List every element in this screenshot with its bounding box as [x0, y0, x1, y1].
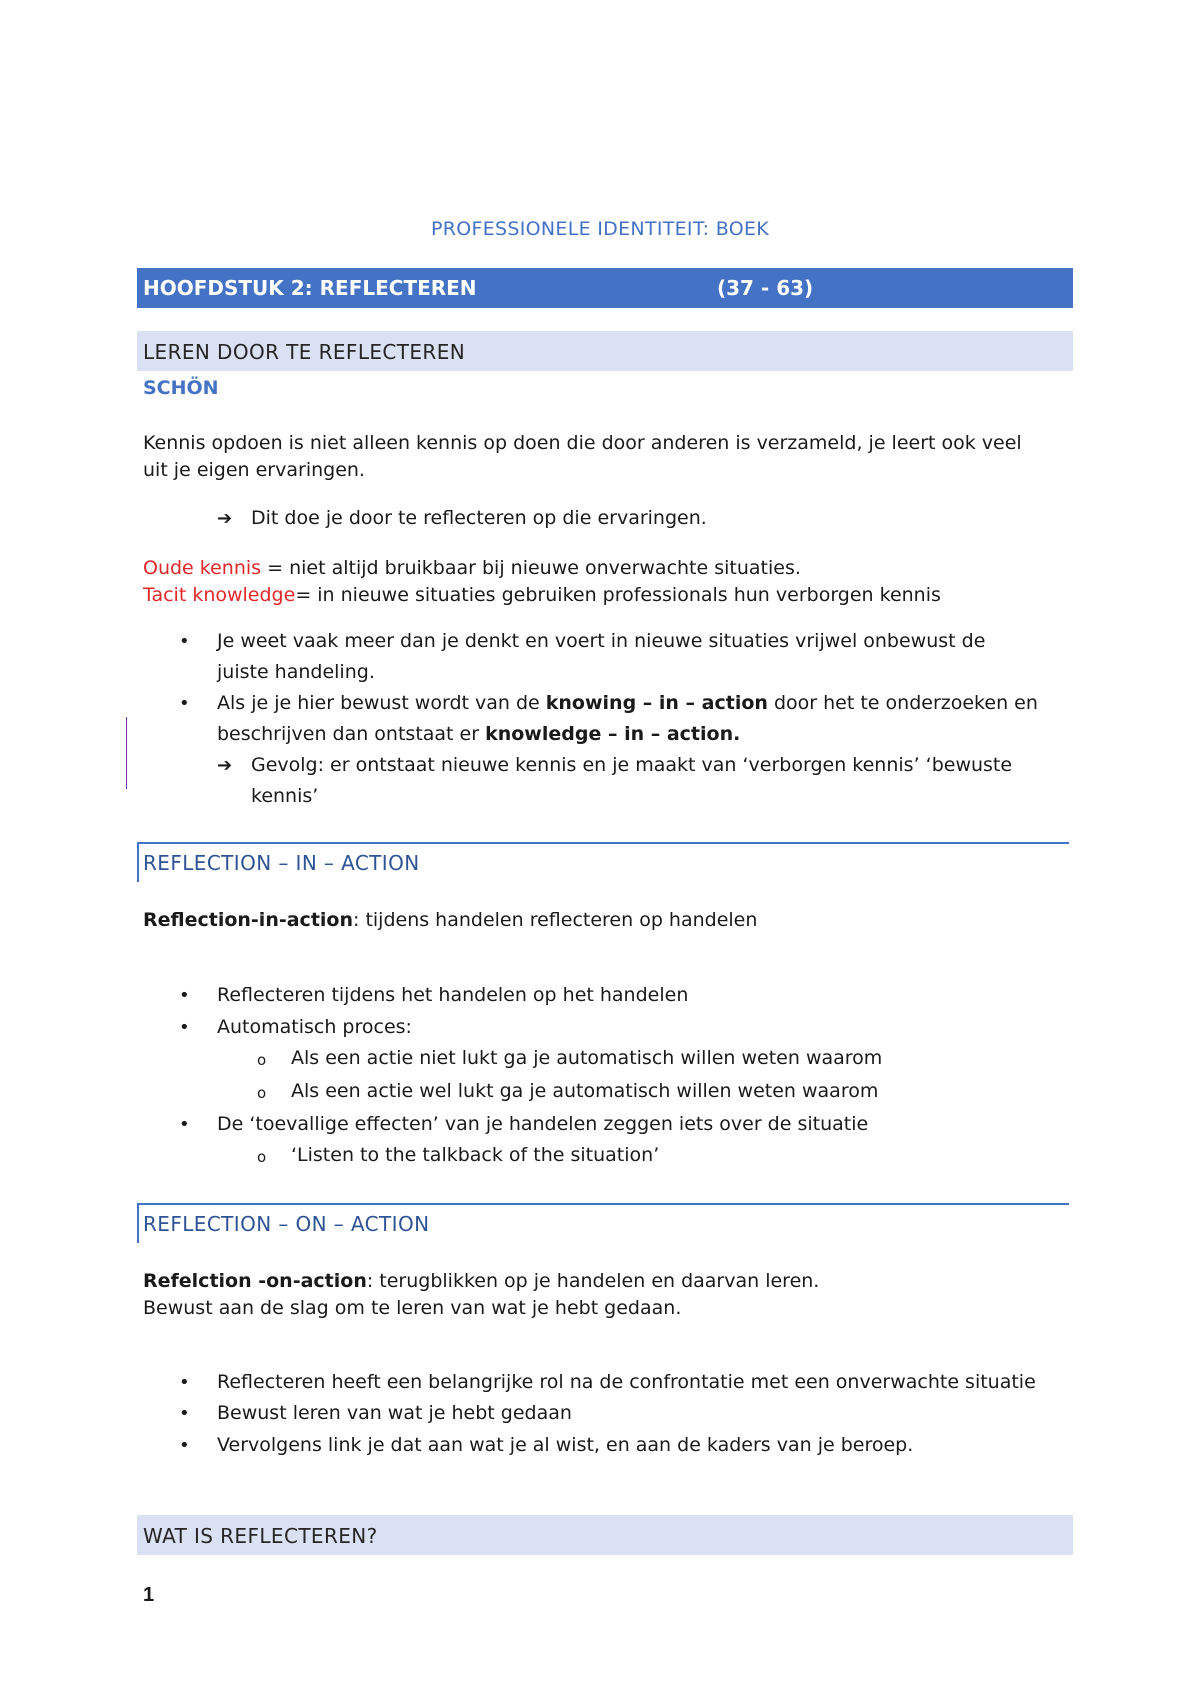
chapter-heading-bar — [137, 268, 1073, 308]
definition-text: = in nieuwe situaties gebruiken professionals hun verborgen kennis — [295, 584, 941, 606]
circle-bullet-icon: o — [257, 1051, 267, 1069]
section-heading-reflection-in-action — [137, 842, 1069, 882]
bold-term: knowing – in – action — [545, 692, 768, 714]
section-heading-text: WAT IS REFLECTEREN? — [143, 1524, 378, 1548]
bullet-icon: • — [179, 1435, 190, 1456]
consequence-line: Gevolg: er ontstaat nieuwe kennis en je maakt van ‘verborgen kennis’ ‘bewuste — [251, 754, 1013, 776]
margin-change-bar — [126, 717, 127, 789]
chapter-title: HOOFDSTUK 2: REFLECTEREN — [143, 276, 477, 300]
definition-text: = niet altijd bruikbaar bij nieuwe onverwachte situaties. — [261, 557, 801, 579]
definition-term: Refelction -on-action — [143, 1270, 367, 1292]
section-heading-wat-is-reflecteren — [137, 1515, 1073, 1555]
definition-reflection-in-action — [143, 907, 1068, 934]
sub-list-item-text: Als een actie wel lukt ga je automatisch willen weten waarom — [291, 1080, 879, 1102]
definition-line-1 — [143, 1268, 1068, 1295]
definition-term: Tacit knowledge — [143, 584, 296, 606]
list-item-line: Bewust leren van wat je hebt gedaan — [217, 1402, 572, 1424]
definitions — [143, 555, 1068, 609]
section-heading-text: LEREN DOOR TE REFLECTEREN — [143, 340, 466, 364]
sub-list-item — [257, 1043, 1061, 1074]
consequence-note — [217, 750, 1067, 812]
sub-list-item-text: ‘Listen to the talkback of the situation’ — [291, 1144, 660, 1166]
bold-term: knowledge – in – action. — [485, 723, 741, 745]
arrow-note — [217, 505, 1017, 532]
definition-text: : tijdens handelen reflecteren op handelen — [353, 909, 758, 931]
definition-term: Oude kennis — [143, 557, 262, 579]
list-item — [179, 688, 1067, 750]
list-item-line — [217, 719, 1067, 750]
bullet-icon: • — [179, 631, 190, 652]
list-item-line: De ‘toevallige effecten’ van je handelen zeggen iets over de situatie — [217, 1113, 869, 1135]
section-heading-leren — [137, 331, 1073, 371]
bullet-icon: • — [179, 1372, 190, 1393]
text-run: door het te onderzoeken en — [767, 692, 1038, 714]
list-item-line — [217, 688, 1067, 719]
list-item-line: Je weet vaak meer dan je denkt en voert in nieuwe situaties vrijwel onbewust de — [217, 630, 986, 652]
list-item-line: juiste handeling. — [217, 661, 375, 683]
list-item-line: Automatisch proces: — [217, 1016, 412, 1038]
subheading-schon: SCHÖN — [143, 377, 219, 399]
list-item — [179, 1430, 1067, 1461]
definition-line-2: Bewust aan de slag om te leren van wat je hebt gedaan. — [143, 1297, 682, 1319]
text-run: Als je je hier bewust wordt van de — [217, 692, 546, 714]
arrow-icon: ➔ — [217, 755, 233, 776]
arrow-note-text: Dit doe je door te reflecteren op die ervaringen. — [251, 507, 707, 529]
section-heading-reflection-on-action — [137, 1203, 1069, 1243]
list-item — [179, 1398, 1067, 1429]
bullet-icon: • — [179, 985, 190, 1006]
section-heading-text: REFLECTION – ON – ACTION — [143, 1212, 430, 1236]
list-item-line: Vervolgens link je dat aan wat je al wist, en aan de kaders van je beroep. — [217, 1434, 914, 1456]
intro-line-2: uit je eigen ervaringen. — [143, 459, 365, 481]
definition-oude-kennis — [143, 555, 1068, 582]
consequence-line: kennis’ — [251, 785, 319, 807]
definition-text: : terugblikken op je handelen en daarvan leren. — [366, 1270, 820, 1292]
circle-bullet-icon: o — [257, 1084, 267, 1102]
intro-line-1: Kennis opdoen is niet alleen kennis op doen die door anderen is verzameld, je leert ook veel — [143, 432, 1022, 454]
list-item — [179, 1012, 1067, 1043]
list-item — [179, 1367, 1067, 1398]
text-run: beschrijven dan ontstaat er — [217, 723, 486, 745]
chapter-page-range: (37 - 63) — [717, 276, 814, 300]
arrow-icon: ➔ — [217, 508, 233, 529]
list-item — [179, 1109, 1067, 1140]
sub-list-item — [257, 1140, 1061, 1171]
circle-bullet-icon: o — [257, 1148, 267, 1166]
list-item — [179, 980, 1067, 1011]
list-item-line: Reflecteren tijdens het handelen op het handelen — [217, 984, 689, 1006]
sub-list-item — [257, 1076, 1061, 1107]
definition-tacit-knowledge — [143, 582, 1068, 609]
list-item-line: Reflecteren heeft een belangrijke rol na de confrontatie met een onverwachte situatie — [217, 1371, 1036, 1393]
intro-paragraph — [143, 430, 1068, 484]
definition-reflection-on-action — [143, 1268, 1068, 1322]
sub-list-item-text: Als een actie niet lukt ga je automatisch willen weten waarom — [291, 1047, 883, 1069]
document-title: PROFESSIONELE IDENTITEIT: BOEK — [430, 218, 770, 240]
bullet-icon: • — [179, 693, 190, 714]
bullet-icon: • — [179, 1403, 190, 1424]
definition-term: Reflection-in-action — [143, 909, 353, 931]
section-heading-text: REFLECTION – IN – ACTION — [143, 851, 420, 875]
bullet-icon: • — [179, 1114, 190, 1135]
bullet-icon: • — [179, 1017, 190, 1038]
list-item — [179, 626, 1067, 688]
page-number: 1 — [143, 1584, 155, 1606]
